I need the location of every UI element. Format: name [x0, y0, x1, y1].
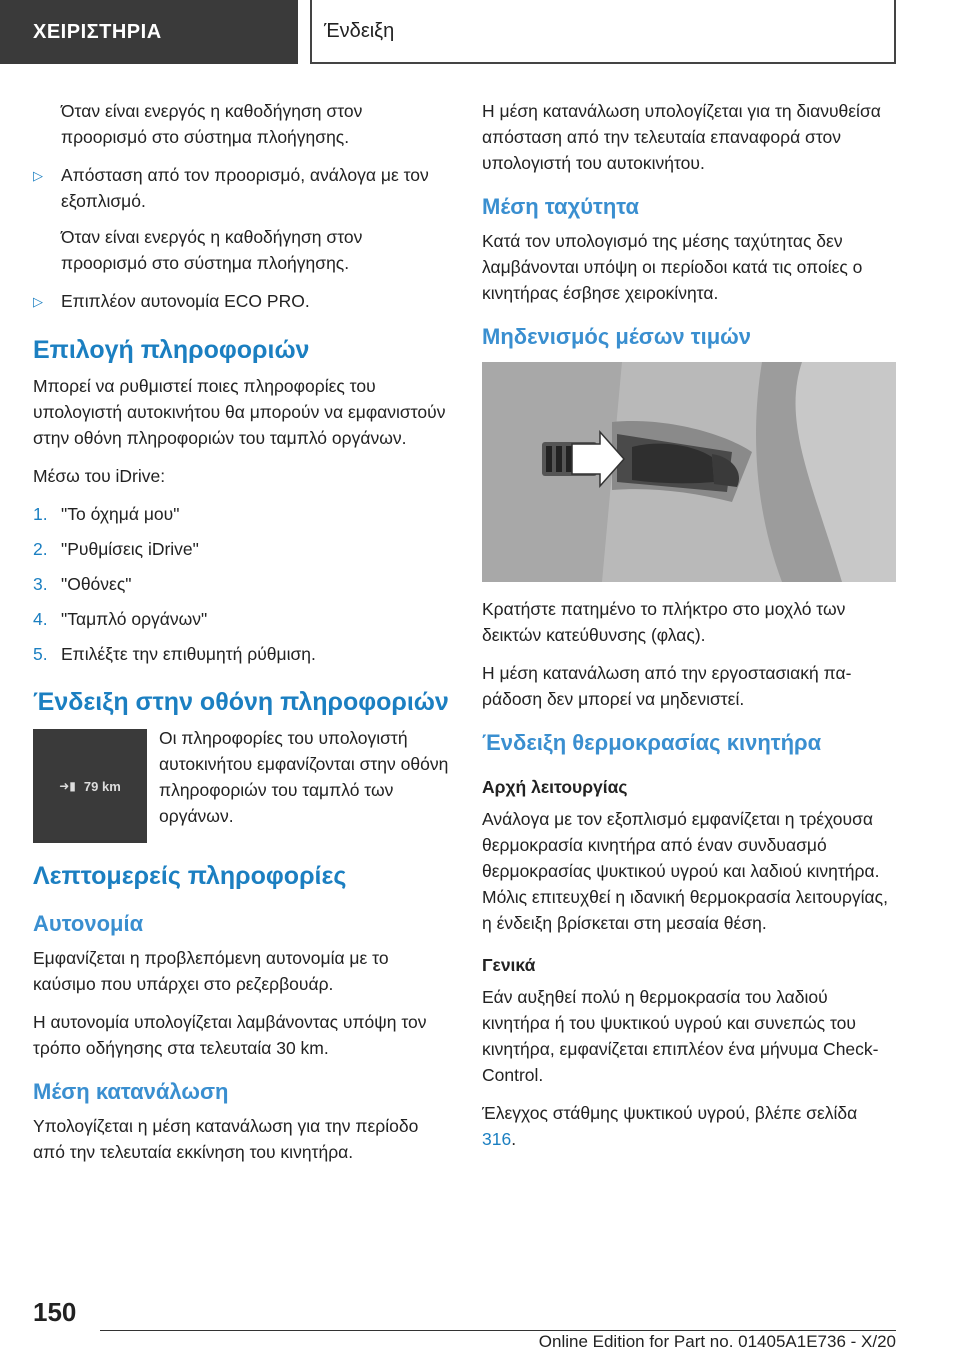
left-column	[33, 98, 453, 1177]
step-text: "Οθόνες"	[61, 574, 132, 594]
punctuation: .	[511, 1129, 517, 1149]
page-number: 150	[33, 1297, 77, 1327]
heading-range: Αυτονομία	[33, 911, 144, 936]
heading-details: Λεπτομερείς πληροφορίες	[33, 862, 347, 890]
paragraph	[482, 1100, 896, 1152]
step-text: "Το όχημά μου"	[61, 504, 180, 524]
paragraph: Υπολογίζεται η μέση κατανάλωση για την περίοδο από την τελευταία εκκίνηση του κινητήρα.	[33, 1116, 419, 1162]
step-number: 5.	[33, 644, 48, 664]
paragraph: Μπορεί να ρυθμιστεί ποιες πληροφορίες του υπολογιστή αυτοκινήτου θα μπορούν να εμφανιστούν στην οθόνη πληροφοριών του ταμπλό οργάνων.	[33, 376, 446, 448]
dash-value: 79 km	[83, 778, 121, 794]
paragraph: Η αυτονομία υπολογίζεται λαμβάνοντας υπόψη τον τρόπο οδήγησης στα τελευταία 30 km.	[33, 1012, 427, 1058]
subheading-general: Γενικά	[482, 955, 536, 975]
triangle-icon: ▷	[33, 294, 43, 309]
heading-consumption: Μέση κατανάλωση	[33, 1079, 229, 1104]
paragraph: Η μέση κατανάλωση από την εργοστασιακή παράδοση δεν μπορεί να μηδενιστεί.	[482, 663, 852, 709]
footer-edition: Online Edition for Part no. 01405A1E736 - X/20	[538, 1332, 896, 1351]
step-number: 4.	[33, 609, 48, 629]
paragraph: Μέσω του iDrive:	[33, 466, 166, 486]
list-item	[33, 536, 453, 562]
heading-info-display: Ένδειξη στην οθόνη πληροφοριών	[33, 688, 449, 716]
bullet-item	[33, 162, 453, 214]
list-item	[33, 641, 453, 667]
paragraph: Ανάλογα με τον εξοπλισμό εμφανίζεται η τρέχουσα θερμοκρασία κινητήρα από έναν συνδυασμό θερμοκρασίας ψυκτικού υγρού και λαδιού κινητήρα. Μόλις επιτευχθεί η ιδανική θερμοκρασία λειτουργίας, η ένδειξη βρίσκεται στη μεσαία θέση.	[482, 809, 888, 933]
step-text: "Ταμπλό οργάνων"	[61, 609, 208, 629]
step-number: 1.	[33, 504, 48, 524]
list-item	[33, 501, 453, 527]
steps-list	[33, 501, 453, 667]
step-text: "Ρυθμίσεις iDrive"	[61, 539, 199, 559]
coolant-text: Έλεγχος στάθμης ψυκτικού υγρού, βλέπε σελίδα	[482, 1103, 858, 1123]
list-item	[33, 571, 453, 597]
triangle-icon: ▷	[33, 168, 43, 183]
step-number: 2.	[33, 539, 48, 559]
section-tab: Ένδειξη	[310, 0, 896, 64]
page-link[interactable]: 316	[482, 1129, 512, 1149]
range-flag-icon: ➜▮	[59, 779, 76, 793]
step-number: 3.	[33, 574, 48, 594]
paragraph: Εάν αυξηθεί πολύ η θερμοκρασία του λαδιού κινητήρα ή του ψυκτικού υγρού και συνεπώς του κινητήρα, εμφανίζεται επιπλέον ένα μήνυμα Check-Control.	[482, 987, 879, 1085]
dashboard-image	[33, 729, 147, 843]
footer-divider	[100, 1330, 896, 1331]
chapter-tab: ΧΕΙΡΙΣΤΗΡΙΑ	[0, 0, 298, 64]
bullet-note: Όταν είναι ενεργός η καθοδήγηση στον προορισμό στο σύστημα πλοήγησης.	[61, 227, 363, 273]
info-display-row	[33, 725, 453, 841]
paragraph: Η μέση κατανάλωση υπολογίζεται για τη διανυθείσα απόσταση από την τελευταία επαναφορά στον υπολογιστή του αυτοκινήτου.	[482, 101, 881, 173]
heading-speed: Μέση ταχύτητα	[482, 194, 640, 219]
bullet-item	[33, 288, 453, 315]
paragraph: Κατά τον υπολογισμό της μέσης ταχύτητας δεν λαμβάνονται υπόψη οι περίοδοι κατά τις οποίες ο κινητήρας έσβησε χειροκίνητα.	[482, 231, 863, 303]
paragraph: Κρατήστε πατημένο το πλήκτρο στο μοχλό των δεικτών κατεύθυνσης (φλας).	[482, 599, 846, 645]
turn-signal-stalk-image	[482, 362, 896, 582]
paragraph: Εμφανίζεται η προβλεπόμενη αυτονομία με το καύσιμο που υπάρχει στο ρεζερβουάρ.	[33, 948, 389, 994]
bullet-text: Απόσταση από τον προορισμό, ανάλογα με τον εξοπλισμό.	[61, 165, 429, 211]
right-column	[482, 98, 896, 1164]
intro-note: Όταν είναι ενεργός η καθοδήγηση στον προορισμό στο σύστημα πλοήγησης.	[61, 101, 363, 147]
heading-select-info: Επιλογή πληροφοριών	[33, 336, 310, 364]
heading-reset: Μηδενισμός μέσων τιμών	[482, 324, 751, 349]
step-text: Επιλέξτε την επιθυμητή ρύθμιση.	[61, 644, 316, 664]
subheading-principle: Αρχή λειτουργίας	[482, 777, 628, 797]
bullet-text: Επιπλέον αυτονομία ECO PRO.	[61, 291, 310, 311]
paragraph: Οι πληροφορίες του υπολογιστή αυτοκινήτου εμφανίζονται στην οθόνη πληροφοριών του ταμπλό των οργάνων.	[159, 728, 449, 826]
list-item	[33, 606, 453, 632]
heading-engine-temp: Ένδειξη θερμοκρασίας κινητήρα	[482, 730, 822, 755]
